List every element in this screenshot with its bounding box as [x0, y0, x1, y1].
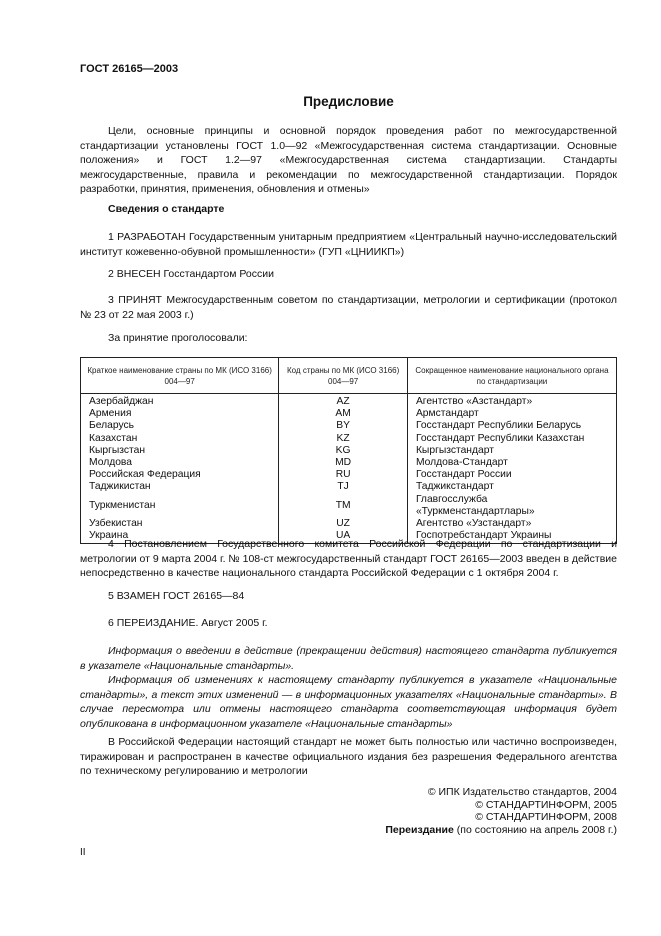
country-cell: Молдова — [81, 457, 279, 469]
reissue-line: Переиздание (по состоянию на апрель 2008 г.) — [385, 823, 617, 836]
country-cell: Узбекистан — [81, 518, 279, 530]
body-cell: Агентство «Азстандарт» — [407, 394, 616, 409]
table-header-row — [81, 358, 617, 394]
column-header-country: Краткое наименование страны по МК (ИСО 3166) 004—97 — [81, 358, 279, 394]
country-cell: Туркменистан — [81, 494, 279, 518]
code-cell: RU — [279, 469, 408, 481]
country-cell: Беларусь — [81, 420, 279, 432]
table-row — [81, 481, 617, 493]
body-cell: Главгосслужба «Туркменстандартлары» — [407, 494, 616, 518]
code-cell: BY — [279, 420, 408, 432]
copyright-line-2: © СТАНДАРТИНФОРМ, 2005 — [475, 798, 617, 811]
body-cell: Таджикстандарт — [407, 481, 616, 493]
table-row — [81, 494, 617, 518]
intro-paragraph: Цели, основные принципы и основной порядок проведения работ по межгосударственной стандартизации установлены ГОСТ 1.0—92 «Межгосударственная система стандартизации. Основные положения» и ГОСТ 1.2—97 «Межгосударственная система стандартизации. Стандарты межгосударственные, правила и рекомендации по межгосударственной стандартизации. Порядок разработки, принятия, применения, обновления и отмены» — [80, 125, 617, 195]
table-row — [81, 518, 617, 530]
body-cell: Госстандарт Республики Беларусь — [407, 420, 616, 432]
copyright-block — [385, 786, 617, 836]
table-row — [81, 394, 617, 409]
country-cell: Таджикистан — [81, 481, 279, 493]
column-header-body: Сокращенное наименование национального органа по стандартизации — [407, 358, 616, 394]
country-cell: Кыргызстан — [81, 445, 279, 457]
table-row — [81, 445, 617, 457]
column-header-code: Код страны по МК (ИСО 3166) 004—97 — [279, 358, 408, 394]
code-cell: AM — [279, 408, 408, 420]
country-cell: Армения — [81, 408, 279, 420]
code-cell: UZ — [279, 518, 408, 530]
copyright-line-1: © ИПК Издательство стандартов, 2004 — [427, 786, 617, 798]
table-row — [81, 420, 617, 432]
table-row — [81, 408, 617, 420]
code-cell: UA — [279, 530, 408, 544]
code-cell: KG — [279, 445, 408, 457]
page-number: II — [80, 847, 86, 858]
table-row — [81, 433, 617, 445]
item-3: 3 ПРИНЯТ Межгосударственным советом по стандартизации, метрологии и сертификации (протокол № 23 от 22 мая 2003 г.) — [80, 294, 617, 321]
info-paragraph-2: Информация об изменениях к настоящему стандарту публикуется в указателе «Национальные стандарты», а текст этих изменений — в информационных указателях «Национальные стандарты». В случае пересмотра или отмены настоящего стандарта соответствующая информация будет опубликована в информационном указателе «Национальные стандарты» — [80, 674, 617, 730]
document-id-header: ГОСТ 26165—2003 — [80, 63, 179, 75]
country-cell: Казахстан — [81, 433, 279, 445]
body-cell: Кыргызстандарт — [407, 445, 616, 457]
voting-countries-table — [80, 357, 617, 544]
table-row — [81, 457, 617, 469]
item-2: 2 ВНЕСЕН Госстандартом России — [108, 268, 274, 280]
body-cell: Госстандарт России — [407, 469, 616, 481]
code-cell: MD — [279, 457, 408, 469]
code-cell: AZ — [279, 394, 408, 409]
body-cell: Госстандарт Республики Казахстан — [407, 433, 616, 445]
body-cell: Госпотребстандарт Украины — [407, 530, 616, 544]
code-cell: TJ — [279, 481, 408, 493]
section-heading: Сведения о стандарте — [108, 203, 225, 215]
item-4: 4 Постановлением Государственного комитета Российской Федерации по стандартизации и метрологии от 9 марта 2004 г. № 108-ст межгосударственный стандарт ГОСТ 26165—2003 введен в действие непосредственно в качестве национального стандарта Российской Федерации с 1 октября 2004 г. — [80, 538, 617, 579]
body-cell: Армстандарт — [407, 408, 616, 420]
item-5: 5 ВЗАМЕН ГОСТ 26165—84 — [108, 590, 245, 602]
body-cell: Молдова-Стандарт — [407, 457, 616, 469]
country-cell: Российская Федерация — [81, 469, 279, 481]
code-cell: TM — [279, 494, 408, 518]
copyright-line-3: © СТАНДАРТИНФОРМ, 2008 — [475, 811, 617, 823]
country-cell: Азербайджан — [81, 394, 279, 409]
body-cell: Агентство «Узстандарт» — [407, 518, 616, 530]
item-1: 1 РАЗРАБОТАН Государственным унитарным предприятием «Центральный научно-исследовательский институт кожевенно-обувной промышленности» (ГУП «ЦНИИКП») — [80, 231, 618, 258]
code-cell: KZ — [279, 433, 408, 445]
voted-label: За принятие проголосовали: — [108, 332, 248, 344]
rights-paragraph: В Российской Федерации настоящий стандарт не может быть полностью или частично воспроизведен, тиражирован и распространен в качестве официального издания без разрешения Федерального агентства по техническому регулированию и метрологии — [80, 736, 617, 777]
info-paragraph-1: Информация о введении в действие (прекращении действия) настоящего стандарта публикуется в указателе «Национальные стандарты». — [80, 645, 617, 672]
table-row — [81, 469, 617, 481]
country-cell: Украина — [81, 530, 279, 544]
page-title: Предисловие — [303, 94, 394, 109]
item-6: 6 ПЕРЕИЗДАНИЕ. Август 2005 г. — [108, 617, 268, 629]
